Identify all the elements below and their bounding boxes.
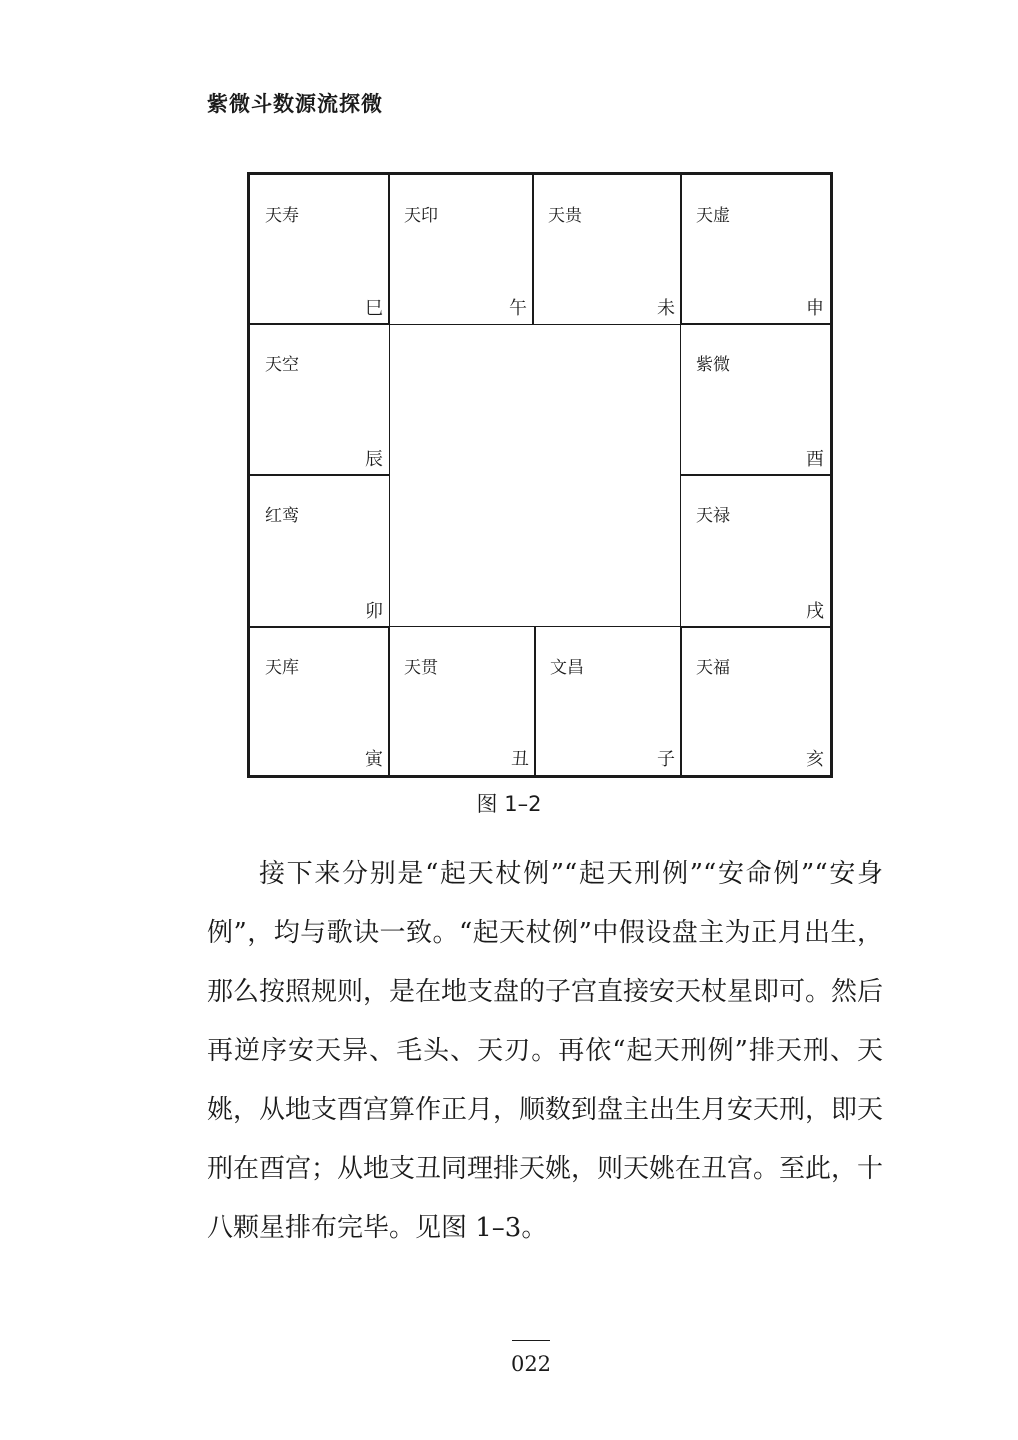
- branch-label: 丑: [511, 749, 529, 770]
- palace-cell-chen: [249, 323, 390, 476]
- palace-cell-wei: [532, 174, 682, 325]
- body-text: [207, 845, 883, 1258]
- palace-cell-si: [249, 174, 390, 325]
- star-label: 天禄: [696, 506, 730, 526]
- branch-label: 卯: [365, 601, 383, 622]
- branch-label: 申: [806, 298, 824, 319]
- palace-cell-wu: [388, 174, 534, 325]
- palace-chart: [247, 172, 833, 778]
- palace-cell-xu: [680, 474, 831, 628]
- star-label: 天库: [265, 658, 299, 678]
- star-label: 天虚: [696, 206, 730, 226]
- branch-label: 午: [509, 298, 527, 319]
- branch-label: 寅: [365, 749, 383, 770]
- page-number-rule: [512, 1340, 550, 1341]
- star-label: 天空: [265, 355, 299, 375]
- star-label: 文昌: [550, 658, 584, 678]
- palace-cell-chou: [388, 626, 536, 776]
- branch-label: 子: [657, 749, 675, 770]
- branch-label: 辰: [365, 449, 383, 470]
- branch-label: 亥: [806, 749, 824, 770]
- branch-label: 巳: [365, 298, 383, 319]
- star-label: 天寿: [265, 206, 299, 226]
- palace-cell-shen: [680, 174, 831, 325]
- figure-caption: 图 1–2: [476, 792, 542, 816]
- branch-label: 戌: [806, 601, 824, 622]
- palace-cell-zi: [534, 626, 682, 776]
- palace-cell-hai: [680, 626, 831, 776]
- branch-label: 酉: [806, 449, 824, 470]
- star-label: 天贵: [548, 206, 582, 226]
- star-label: 天福: [696, 658, 730, 678]
- palace-cell-you: [680, 323, 831, 476]
- palace-cell-yin: [249, 626, 390, 776]
- chart-center-box: [389, 324, 681, 627]
- page-number: 022: [510, 1352, 552, 1376]
- star-label: 天印: [404, 206, 438, 226]
- running-header: 紫微斗数源流探微: [207, 92, 383, 116]
- star-label: 天贯: [404, 658, 438, 678]
- body-paragraph: 接下来分别是“起天杖例”“起天刑例”“安命例”“安身例”，均与歌诀一致。“起天杖例”中假设盘主为正月出生，那么按照规则，是在地支盘的子宫直接安天杖星即可。然后再逆序安天异、毛头、天刃。再依“起天刑例”排天刑、天姚，从地支酉宫算作正月，顺数到盘主出生月安天刑，即天刑在酉宫；从地支丑同理排天姚，则天姚在丑宫。至此，十八颗星排布完毕。见图 1–3。: [207, 859, 884, 1243]
- star-label: 紫微: [696, 355, 730, 375]
- star-label: 红鸾: [265, 506, 299, 526]
- palace-cell-mao: [249, 474, 390, 628]
- branch-label: 未: [657, 298, 675, 319]
